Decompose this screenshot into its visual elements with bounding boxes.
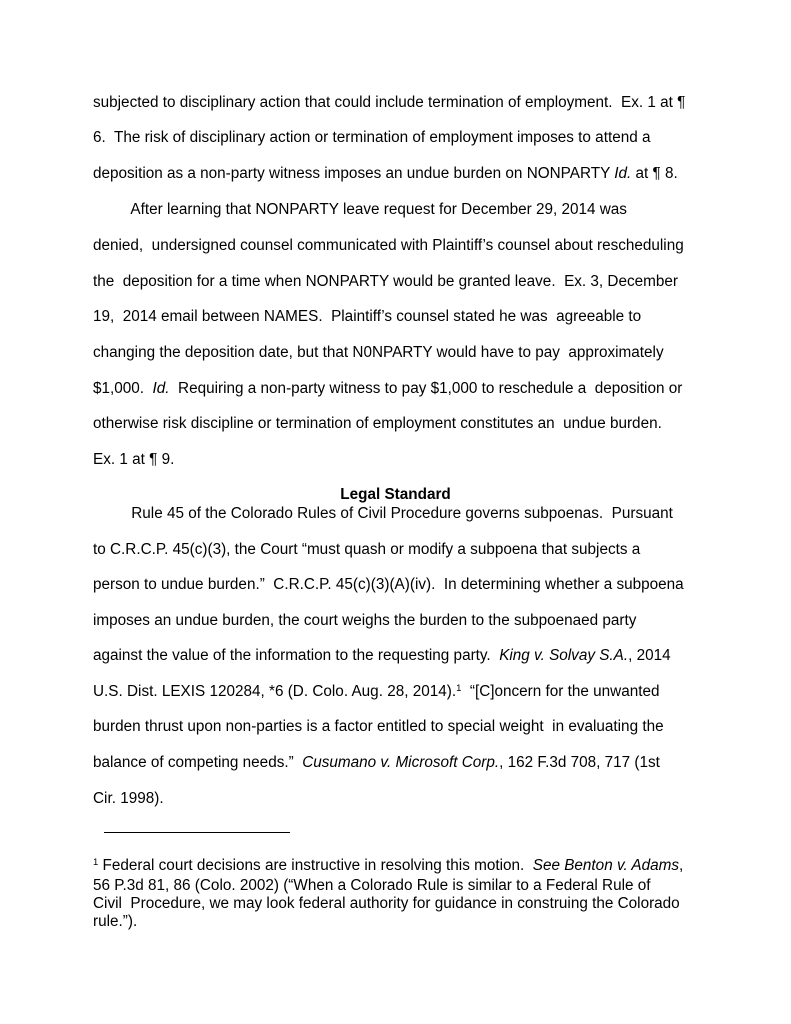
text-run: 19, 2014 email between NAMES. Plaintiff’s counsel stated he was agreeable to <box>93 308 642 325</box>
text-run: Civil Procedure, we may look federal authority for guidance in construing the Colorado <box>93 895 680 912</box>
text-run: burden thrust upon non-parties is a factor entitled to special weight in evaluating the <box>93 718 664 735</box>
text-run: imposes an undue burden, the court weighs the burden to the subpoenaed party <box>93 612 637 629</box>
text-run: Rule 45 of the Colorado Rules of Civil Procedure governs subpoenas. Pursuant <box>93 505 673 522</box>
citation-italic: Cusumano v. Microsoft Corp. <box>302 754 500 771</box>
text-run: Requiring a non-party witness to pay $1,000 to reschedule a deposition or <box>169 380 683 397</box>
text-line <box>93 505 673 523</box>
footnote-line <box>93 877 651 895</box>
text-run: changing the deposition date, but that N0NPARTY would have to pay approximately <box>93 344 664 361</box>
text-run: otherwise risk discipline or termination of employment constitutes an undue burden. <box>93 415 662 432</box>
text-line <box>93 201 627 219</box>
text-run: to C.R.C.P. 45(c)(3), the Court “must quash or modify a subpoena that subjects a <box>93 541 641 558</box>
text-line <box>93 647 671 665</box>
text-run: U.S. Dist. LEXIS 120284, *6 (D. Colo. Aug. 28, 2014). <box>93 683 457 700</box>
text-run: Ex. 1 at ¶ 9. <box>93 451 175 468</box>
text-line <box>93 612 636 630</box>
text-run: deposition as a non-party witness imposes an undue burden on NONPARTY <box>93 165 615 182</box>
text-run: Federal court decisions are instructive in resolving this motion. <box>98 857 533 874</box>
citation-italic: Id. <box>614 165 632 182</box>
text-line <box>93 718 664 736</box>
text-run: at ¶ 8. <box>631 165 678 182</box>
citation-italic: Id. <box>152 380 170 397</box>
text-run: rule.”). <box>93 913 138 930</box>
footnote-line <box>93 895 680 913</box>
text-run: against the value of the information to the requesting party. <box>93 647 500 664</box>
text-line <box>93 415 662 433</box>
text-run: balance of competing needs.” <box>93 754 303 771</box>
text-line <box>93 790 164 808</box>
text-line <box>93 273 678 291</box>
text-line <box>93 94 685 112</box>
text-line <box>93 451 174 469</box>
text-run: subjected to disciplinary action that could include termination of employment. Ex. 1 at ¶ <box>93 94 686 111</box>
footnote-separator <box>104 832 290 833</box>
text-run: denied, undersigned counsel communicated with Plaintiff’s counsel about rescheduling <box>93 237 684 254</box>
text-line <box>93 683 660 701</box>
text-run: Cir. 1998). <box>93 790 164 807</box>
text-run: , 2014 <box>628 647 671 664</box>
text-run: the deposition for a time when NONPARTY would be granted leave. Ex. 3, December <box>93 273 678 290</box>
text-run: 56 P.3d 81, 86 (Colo. 2002) (“When a Colorado Rule is similar to a Federal Rule of <box>93 877 651 894</box>
citation-italic: See Benton v. Adams <box>532 857 680 874</box>
footnote-marker: 1 <box>93 857 99 868</box>
text-run: After learning that NONPARTY leave request for December 29, 2014 was <box>93 201 627 218</box>
text-run: , <box>679 857 684 874</box>
text-line <box>93 129 650 147</box>
text-line <box>93 576 684 594</box>
text-run: $1,000. <box>93 380 153 397</box>
text-line <box>93 308 641 326</box>
text-run: 6. The risk of disciplinary action or termination of employment imposes to attend a <box>93 129 651 146</box>
text-run: , 162 F.3d 708, 717 (1st <box>499 754 660 771</box>
footnote-line <box>93 857 683 875</box>
text-run: “[C]oncern for the unwanted <box>461 683 660 700</box>
section-heading: Legal Standard <box>340 486 451 503</box>
citation-italic: King v. Solvay S.A. <box>499 647 629 664</box>
footnote-marker: 1 <box>456 683 462 694</box>
footnote-line <box>93 913 137 931</box>
text-line <box>93 754 660 772</box>
text-line <box>93 237 684 255</box>
text-line <box>93 165 678 183</box>
text-run: person to undue burden.” C.R.C.P. 45(c)(3)(A)(iv). In determining whether a subpoena <box>93 576 684 593</box>
text-line <box>93 541 640 559</box>
text-line <box>93 344 664 362</box>
text-line <box>93 380 682 398</box>
